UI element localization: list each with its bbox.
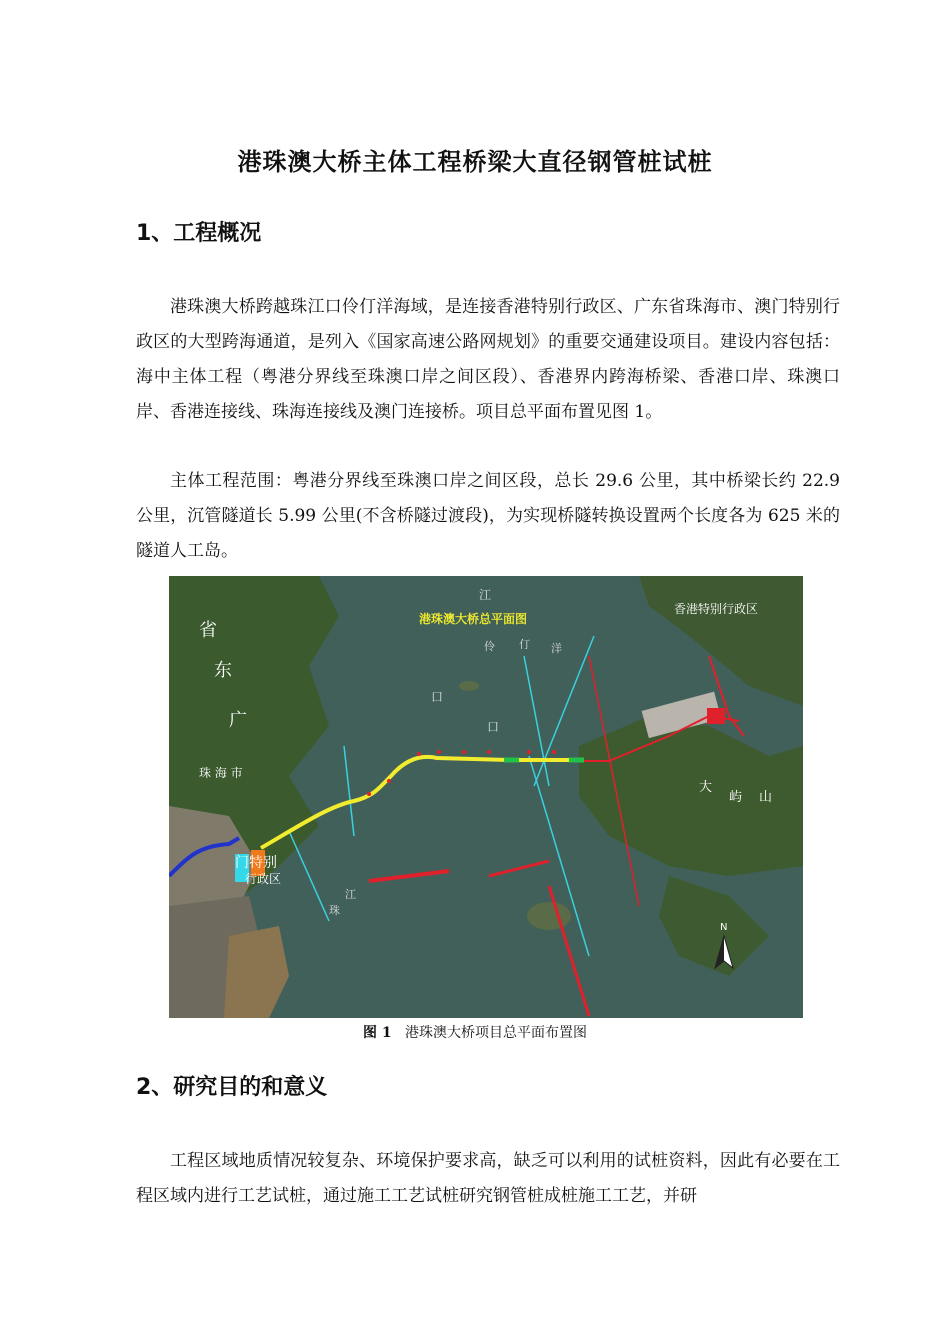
map-label-ding: 仃 bbox=[519, 638, 530, 651]
map-label-jiang1: 江 bbox=[479, 588, 492, 602]
page-title: 港珠澳大桥主体工程桥梁大直径钢管桩试桩 bbox=[237, 148, 713, 176]
figure-caption-text: 港珠澳大桥项目总平面布置图 bbox=[404, 1025, 587, 1041]
map-label-zhuhai: 珠 海 市 bbox=[199, 766, 243, 780]
map-label-shan: 山 bbox=[759, 790, 773, 805]
north-arrow-icon bbox=[711, 922, 737, 974]
map-label-macau: 门特别 bbox=[235, 855, 277, 871]
figure-caption-number: 图 1 bbox=[363, 1025, 392, 1041]
map-label-jiang2: 江 bbox=[345, 888, 356, 901]
section-heading-overview: 1、工程概况 bbox=[136, 221, 262, 246]
map-label-kou2: 口 bbox=[487, 720, 500, 734]
paragraph-purpose-1: 工程区域地质情况较复杂、环境保护要求高，缺乏可以利用的试桩资料，因此有必要在工程区域内进行工艺试桩，通过施工工艺试桩研究钢管桩成桩施工工艺，并研 bbox=[136, 1151, 840, 1206]
map-label-ling: 伶 bbox=[484, 640, 495, 653]
map-label-yang: 洋 bbox=[551, 642, 562, 655]
map-title: 港珠澳大桥总平面图 bbox=[419, 612, 528, 626]
map-label-sheng: 省 bbox=[199, 620, 217, 641]
figure-caption bbox=[0, 1022, 950, 1042]
map-label-guang: 广 bbox=[229, 710, 247, 731]
map-label-macau2: 行政区 bbox=[245, 872, 282, 886]
map-label-da: 大 bbox=[699, 780, 713, 795]
paragraph-overview-2: 主体工程范围：粤港分界线至珠澳口岸之间区段，总长 29.6 公里，其中桥梁长约 22.9 公里，沉管隧道长 5.99 公里(不含桥隧过渡段)，为实现桥隧转换设置两个长度各为 625 米的隧道人工岛。 bbox=[136, 471, 840, 561]
map-label-yu: 屿 bbox=[729, 790, 743, 805]
project-layout-map bbox=[169, 576, 803, 1018]
map-label-dong: 东 bbox=[214, 660, 232, 681]
north-label: N bbox=[720, 922, 728, 933]
paragraph-overview-1: 港珠澳大桥跨越珠江口伶仃洋海域，是连接香港特别行政区、广东省珠海市、澳门特别行政区的大型跨海通道，是列入《国家高速公路网规划》的重要交通建设项目。建设内容包括：海中主体工程（粤港分界线至珠澳口岸之间区段）、香港界内跨海桥梁、香港口岸、珠澳口岸、香港连接线、珠海连接线及澳门连接桥。项目总平面布置见图 1。 bbox=[136, 297, 840, 422]
map-label-zhu: 珠 bbox=[329, 904, 340, 917]
map-label-hk: 香港特别行政区 bbox=[674, 602, 759, 616]
map-label-kou1: 口 bbox=[431, 690, 444, 704]
section-heading-purpose: 2、研究目的和意义 bbox=[136, 1075, 328, 1100]
